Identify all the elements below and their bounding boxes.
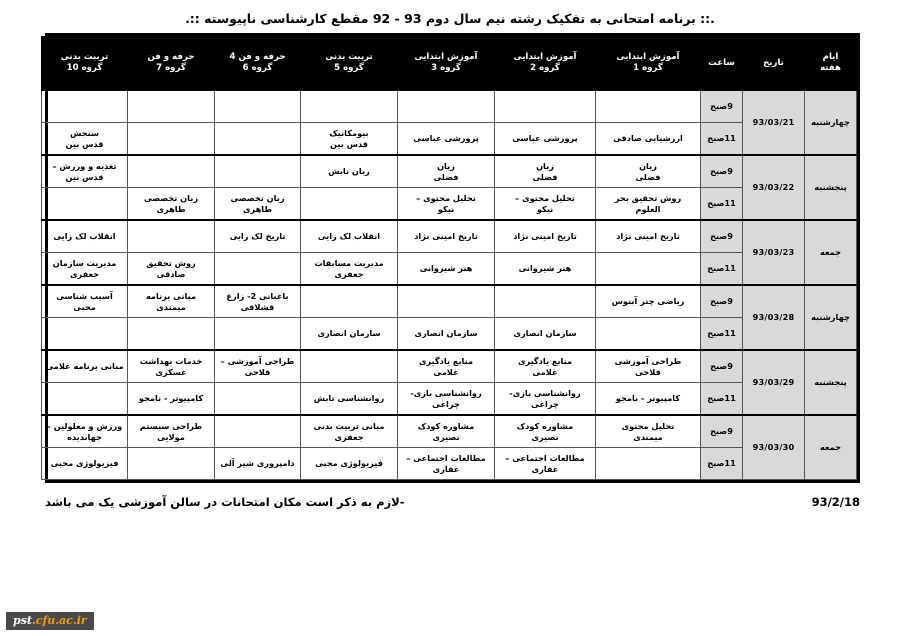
cell-exam: انقلاب لک زایی: [42, 220, 128, 253]
cell-exam: [596, 448, 701, 480]
cell-exam: [301, 285, 398, 318]
table-row: [42, 285, 857, 318]
cell-exam: خدمات بهداشت عسکری: [128, 350, 215, 383]
cell-exam: [128, 220, 215, 253]
column-header-group-10-line2: گروه 10: [66, 63, 103, 73]
cell-exam: زبان تخصصی طاهری: [215, 188, 301, 221]
cell-weekday: پنجشنبه: [805, 350, 857, 415]
cell-exam: پرورشی عباسی: [495, 123, 596, 156]
cell-weekday: پنجشنبه: [805, 155, 857, 220]
cell-hour: 9صبح: [701, 155, 743, 188]
table-row: [42, 448, 857, 480]
cell-exam: روانشناسی بازی- چراغی: [398, 383, 495, 416]
cell-hour: 11صبح: [701, 123, 743, 156]
cell-exam: تاریخ لک زایی: [215, 220, 301, 253]
cell-exam: سازمان انصاری: [301, 318, 398, 351]
footer-note: -لازم به ذکر است مکان امتحانات در سالن آموزشی یک می باشد: [45, 495, 405, 509]
column-header-group-6-line2: گروه 6: [242, 63, 273, 73]
table-row: [42, 350, 857, 383]
cell-exam: [215, 155, 301, 188]
cell-weekday: چهارشنبه: [805, 90, 857, 155]
page-title-wrap: [0, 8, 900, 27]
column-header-weekday-line1: ایام: [822, 52, 839, 63]
cell-exam: روش تحقیق بحر العلوم: [596, 188, 701, 221]
cell-exam: روانشناسی بازی- چراغی: [495, 383, 596, 416]
cell-exam: [42, 318, 128, 351]
cell-exam: هنر شیروانی: [495, 253, 596, 286]
page-title: .:: برنامه امتحانی به تفکیک رشته نیم سال دوم 93 - 92 مقطع کارشناسی ناپیوسته ::.: [185, 11, 715, 26]
cell-exam: زبان تابش: [301, 155, 398, 188]
footer: [45, 495, 860, 509]
column-header-hour: [701, 37, 743, 91]
cell-exam: [398, 285, 495, 318]
cell-exam: مشاوره کودک نصیری: [495, 415, 596, 448]
cell-exam: [495, 90, 596, 123]
cell-date: 93/03/22: [743, 155, 805, 220]
column-header-group-5-line2: گروه 5: [334, 63, 364, 73]
cell-exam: زبان تخصصی طاهری: [128, 188, 215, 221]
column-header-group-6-line1: حرفه و فن 4: [229, 52, 286, 63]
cell-exam: [42, 90, 128, 123]
column-header-group-7: [128, 37, 215, 91]
cell-exam: کامپیوتر - نامجو: [128, 383, 215, 416]
cell-exam: زبان فضلی: [398, 155, 495, 188]
cell-exam: تحلیل محتوی میمندی: [596, 415, 701, 448]
cell-exam: [128, 155, 215, 188]
column-header-group-2-line2: گروه 2: [530, 63, 560, 73]
cell-exam: طراحی آموزشی فلاحی: [596, 350, 701, 383]
cell-exam: [596, 90, 701, 123]
table-header-row: [42, 37, 857, 91]
cell-exam: سنجش قدس بین: [42, 123, 128, 156]
cell-weekday: جمعه: [805, 415, 857, 480]
cell-hour: 9صبح: [701, 350, 743, 383]
exam-schedule-table: [41, 36, 857, 480]
cell-hour: 9صبح: [701, 220, 743, 253]
cell-exam: مطالعات اجتماعی – غفاری: [398, 448, 495, 480]
cell-exam: فیزیولوژی محبی: [301, 448, 398, 480]
column-header-group-3: [398, 37, 495, 91]
cell-exam: [215, 123, 301, 156]
cell-hour: 9صبح: [701, 90, 743, 123]
cell-exam: بیومکانیک قدس بین: [301, 123, 398, 156]
cell-exam: ارزشیابی صادقی: [596, 123, 701, 156]
cell-exam: مبانی برنامه غلامی: [42, 350, 128, 383]
footer-date: 93/2/18: [811, 495, 860, 509]
cell-exam: انقلاب لک زایی: [301, 220, 398, 253]
cell-exam: آسیب شناسی محبی: [42, 285, 128, 318]
cell-date: 93/03/21: [743, 90, 805, 155]
cell-exam: روانشناسی تابش: [301, 383, 398, 416]
cell-exam: [301, 350, 398, 383]
table-row: [42, 383, 857, 416]
column-header-group-5-line1: تربیت بدنی: [325, 52, 373, 63]
cell-hour: 11صبح: [701, 448, 743, 480]
watermark-domain: .cfu.ac.ir: [31, 614, 87, 627]
cell-exam: روش تحقیق صادقی: [128, 253, 215, 286]
table-header: [42, 37, 857, 91]
cell-exam: هنر شیروانی: [398, 253, 495, 286]
table-row: [42, 415, 857, 448]
table-row: [42, 318, 857, 351]
cell-exam: [301, 90, 398, 123]
cell-exam: تاریخ امینی نژاد: [398, 220, 495, 253]
cell-exam: زبان فضلی: [495, 155, 596, 188]
cell-exam: ریاضی چتر آبنوس: [596, 285, 701, 318]
watermark-prefix: pst: [13, 614, 32, 627]
cell-exam: سازمان انصاری: [495, 318, 596, 351]
cell-exam: [215, 415, 301, 448]
cell-exam: تاریخ امینی نژاد: [495, 220, 596, 253]
cell-exam: باغبانی 2- زارع قشلاقی: [215, 285, 301, 318]
table-row: [42, 123, 857, 156]
cell-exam: دامپروری شیر آلی: [215, 448, 301, 480]
cell-exam: [215, 318, 301, 351]
table-row: [42, 90, 857, 123]
site-watermark: [6, 612, 94, 630]
column-header-group-5: [301, 37, 398, 91]
cell-exam: مطالعات اجتماعی – غفاری: [495, 448, 596, 480]
cell-exam: مبانی برنامه میمندی: [128, 285, 215, 318]
cell-exam: منابع یادگیری غلامی: [495, 350, 596, 383]
cell-hour: 9صبح: [701, 285, 743, 318]
cell-exam: [128, 448, 215, 480]
column-header-weekday-line2: هفته: [820, 63, 841, 73]
column-header-group-3-line1: آموزش ابتدایی: [414, 52, 478, 63]
cell-exam: مدیریت سازمان جعفری: [42, 253, 128, 286]
column-header-group-3-line2: گروه 3: [431, 63, 461, 73]
column-header-group-1-line1: آموزش ابتدایی: [616, 52, 680, 63]
cell-exam: زبان فضلی: [596, 155, 701, 188]
column-header-date-line1: تاریخ: [763, 57, 784, 68]
cell-exam: مشاوره کودک نصیری: [398, 415, 495, 448]
column-header-hour-line1: ساعت: [708, 57, 735, 68]
cell-exam: ورزش و معلولین – جهاندیده: [42, 415, 128, 448]
cell-exam: تحلیل محتوی – نیکو: [495, 188, 596, 221]
cell-exam: [42, 383, 128, 416]
column-header-group-7-line2: گروه 7: [156, 63, 186, 73]
cell-exam: [215, 383, 301, 416]
cell-date: 93/03/30: [743, 415, 805, 480]
table-row: [42, 220, 857, 253]
cell-exam: تغذیه و ورزش – قدس بین: [42, 155, 128, 188]
cell-exam: فیزیولوژی محبی: [42, 448, 128, 480]
column-header-group-2-line1: آموزش ابتدایی: [513, 52, 577, 63]
cell-exam: [128, 123, 215, 156]
cell-exam: [215, 253, 301, 286]
cell-hour: 9صبح: [701, 415, 743, 448]
cell-exam: پرورشی عباسی: [398, 123, 495, 156]
cell-exam: تحلیل محتوی – نیکو: [398, 188, 495, 221]
table-row: [42, 188, 857, 221]
column-header-group-10-line1: تربیت بدنی: [60, 52, 109, 63]
cell-exam: تاریخ امینی نژاد: [596, 220, 701, 253]
column-header-group-2: [495, 37, 596, 91]
cell-hour: 11صبح: [701, 318, 743, 351]
table-row: [42, 155, 857, 188]
cell-exam: [495, 285, 596, 318]
cell-exam: منابع یادگیری غلامی: [398, 350, 495, 383]
column-header-date: [743, 37, 805, 91]
column-header-weekday: [805, 37, 857, 91]
table-row: [42, 253, 857, 286]
cell-date: 93/03/23: [743, 220, 805, 285]
cell-exam: [128, 318, 215, 351]
cell-exam: [215, 90, 301, 123]
column-header-group-1: [596, 37, 701, 91]
cell-exam: [398, 90, 495, 123]
cell-hour: 11صبح: [701, 383, 743, 416]
cell-exam: مدیریت مسابقات جعفری: [301, 253, 398, 286]
cell-exam: کامپیوتر - نامجو: [596, 383, 701, 416]
cell-date: 93/03/29: [743, 350, 805, 415]
cell-hour: 11صبح: [701, 253, 743, 286]
cell-hour: 11صبح: [701, 188, 743, 221]
column-header-group-6: [215, 37, 301, 91]
cell-exam: [128, 90, 215, 123]
cell-exam: [596, 253, 701, 286]
cell-weekday: جمعه: [805, 220, 857, 285]
cell-exam: مبانی تربیت بدنی جعفری: [301, 415, 398, 448]
cell-weekday: چهارشنبه: [805, 285, 857, 350]
cell-exam: طراحی سیستم مولایی: [128, 415, 215, 448]
table-body: [42, 90, 857, 480]
cell-exam: [596, 318, 701, 351]
column-header-group-1-line2: گروه 1: [633, 63, 663, 73]
cell-exam: طراحی آموزشی – فلاحی: [215, 350, 301, 383]
cell-exam: [42, 188, 128, 221]
cell-exam: سازمان انصاری: [398, 318, 495, 351]
column-header-group-10: [42, 37, 128, 91]
column-header-group-7-line1: حرفه و فن: [147, 52, 195, 63]
cell-exam: [301, 188, 398, 221]
cell-date: 93/03/28: [743, 285, 805, 350]
exam-schedule-table-frame: [45, 33, 860, 483]
